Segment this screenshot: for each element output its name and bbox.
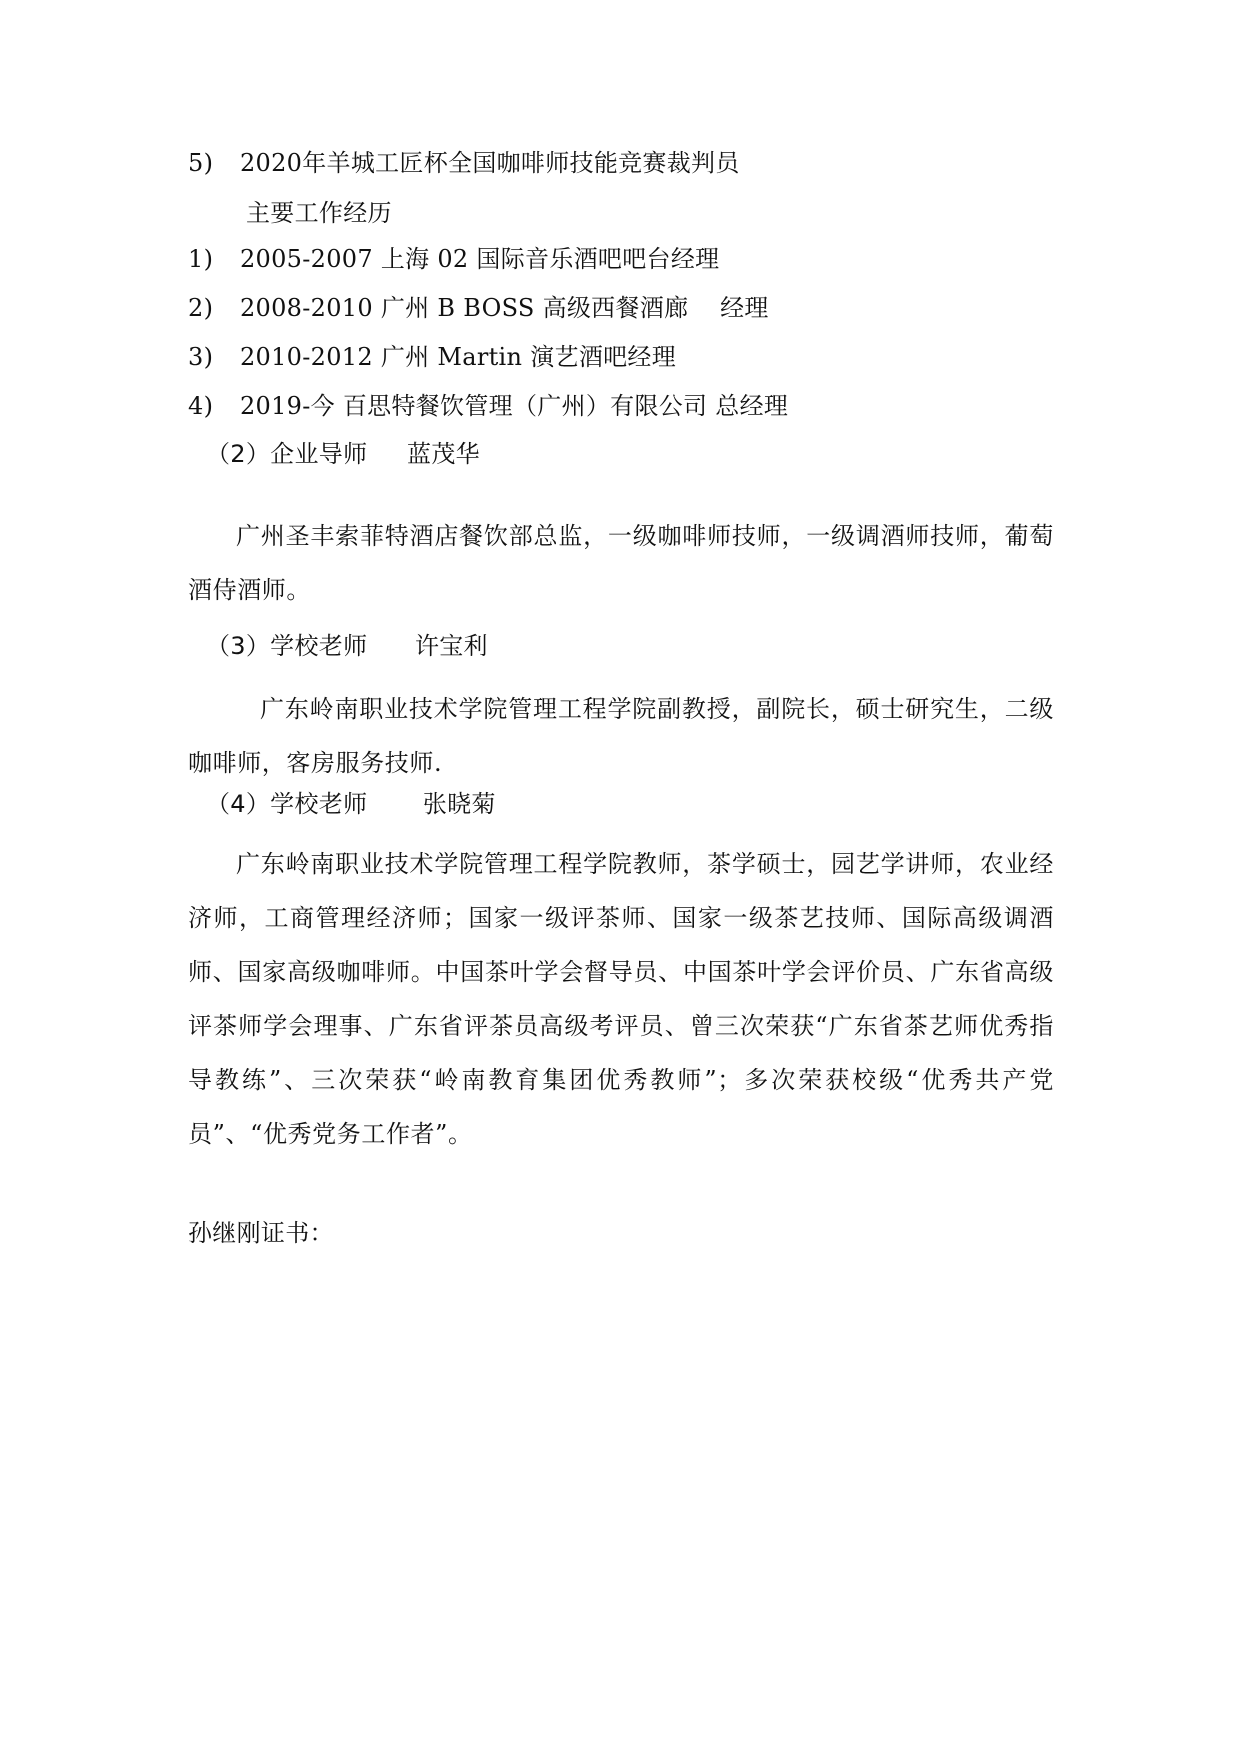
mentor-heading-3: （3）学校老师 许宝利 (206, 632, 488, 660)
award-item-5 (188, 146, 1058, 180)
work-history-item-number: 3) (188, 343, 214, 371)
work-history-item-4 (188, 389, 1058, 423)
work-history-item-text: 2010-2012 广州 Martin 演艺酒吧经理 (239, 343, 677, 371)
mentor-description-4: 广东岭南职业技术学院管理工程学院教师，茶学硕士，园艺学讲师，农业经济师，工商管理经济师；国家一级评茶师、国家一级茶艺技师、国际高级调酒师、国家高级咖啡师。中国茶叶学会督导员、中国茶叶学会评价员、广东省高级评茶师学会理事、广东省评茶员高级考评员、曾三次荣获“广东省茶艺师优秀指导教练”、三次荣获“岭南教育集团优秀教师”；多次荣获校级“优秀共产党员”、“优秀党务工作者”。 (188, 850, 1054, 1148)
work-history-item-text: 2005-2007 上海 02 国际音乐酒吧吧台经理 (239, 245, 720, 273)
mentor-description-3: 广东岭南职业技术学院管理工程学院副教授，副院长，硕士研究生，二级咖啡师，客房服务技师. (188, 695, 1054, 777)
work-history-item-text: 2019-今 百思特餐饮管理（广州）有限公司 总经理 (239, 392, 789, 420)
work-history-item-2 (188, 291, 1058, 325)
award-item-number: 5) (188, 149, 214, 177)
work-history-item-number: 1) (188, 245, 214, 273)
work-history-item-number: 2) (188, 294, 214, 322)
work-history-item-1 (188, 242, 1058, 276)
award-item-text: 2020年羊城工匠杯全国咖啡师技能竞赛裁判员 (239, 149, 740, 177)
work-history-heading: 主要工作经历 (246, 199, 392, 227)
certificate-label: 孙继刚证书： (188, 1219, 334, 1247)
work-history-item-text: 2008-2010 广州 B BOSS 高级西餐酒廊 经理 (239, 294, 769, 322)
work-history-item-number: 4) (188, 392, 214, 420)
mentor-heading-2: （2）企业导师 蓝茂华 (206, 440, 480, 468)
mentor-heading-4: （4）学校老师 张晓菊 (206, 790, 496, 818)
work-history-item-3 (188, 340, 1058, 374)
mentor-description-2: 广州圣丰索菲特酒店餐饮部总监，一级咖啡师技师，一级调酒师技师，葡萄酒侍酒师。 (188, 522, 1054, 604)
